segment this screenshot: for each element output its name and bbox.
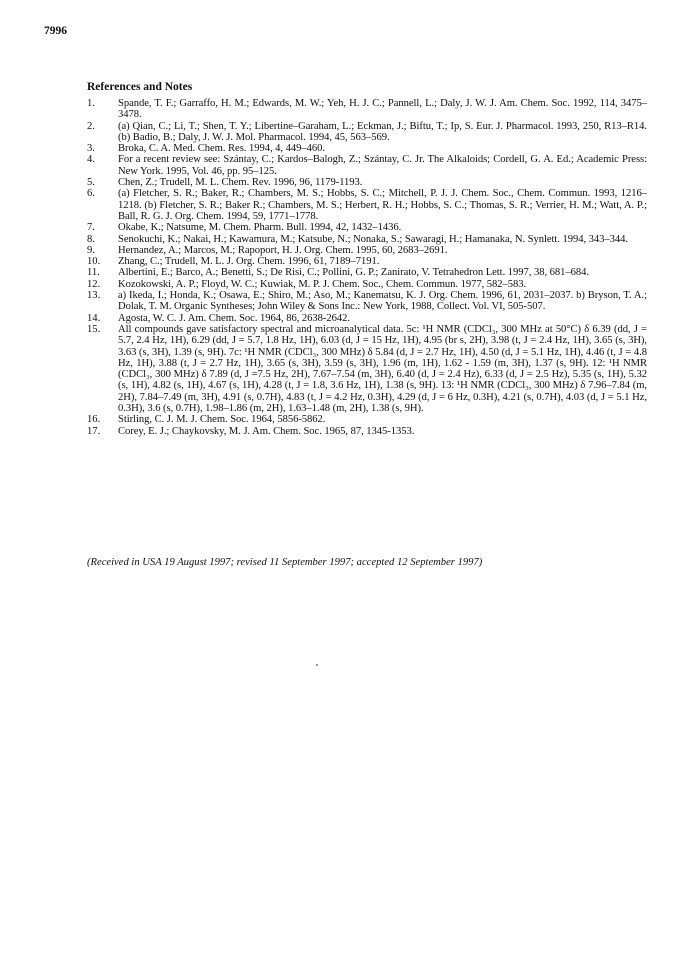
reference-text: Zhang, C.; Trudell, M. L. J. Org. Chem. 1996, 61, 7189–7191. [118,256,380,268]
reference-item [87,414,647,425]
reference-item [87,290,647,313]
reference-number: 13. [87,290,101,302]
reference-text: a) Ikeda, I.; Honda, K.; Osawa, E.; Shiro, M.; Aso, M.; Kanematsu, K. J. Org. Chem. 1996, 61, 2031–2037. b) Bryson, T. A.; Dolak, T. M. Organic Syntheses; John Wiley & Sons Inc.: New York, 1988, Collect. Vol. VI, 505-507. [118,290,647,313]
reference-text: Stirling, C. J. M. J. Chem. Soc. 1964, 5856-5862. [118,414,326,426]
reference-text: Spande, T. F.; Garraffo, H. M.; Edwards, M. W.; Yeh, H. J. C.; Pannell, L.; Daly, J. W. J. Am. Chem. Soc. 1992, 114, 3475–3478. [118,98,647,121]
reference-number: 14. [87,312,101,324]
reference-number: 1. [87,98,95,109]
reference-item [87,279,647,290]
page-number: 7996 [44,25,67,37]
reference-text: (a) Fletcher, S. R.; Baker, R.; Chambers, M. S.; Hobbs, S. C.; Mitchell, P. J. J. Chem. Soc., Chem. Commun. 1993, 1216–1218. (b) Fletcher, S. R.; Baker R.; Chambers, M. S.; Herbert, R. H.; Hobbs, S. C.; Thomas, S. R.; Verrier, H. M.; Watt, A. P.; Ball, R. G. J. Org. Chem. 1994, 59, 1771–1778. [118,188,647,222]
reference-number: 8. [87,233,95,245]
reference-number: 2. [87,120,95,132]
reference-number: 9. [87,244,95,256]
reference-item [87,245,647,256]
reference-item [87,177,647,188]
reference-number: 17. [87,425,101,437]
reference-number: 10. [87,256,101,268]
reference-item [87,234,647,245]
reference-number: 3. [87,143,95,155]
reference-item [87,188,647,222]
reference-item [87,267,647,278]
reference-number: 7. [87,222,95,234]
reference-text: Agosta, W. C. J. Am. Chem. Soc. 1964, 86, 2638-2642. [118,312,350,324]
reference-text: Chen, Z.; Trudell, M. L. Chem. Rev. 1996, 96, 1179-1193. [118,177,363,189]
received-dates-line: (Received in USA 19 August 1997; revised 11 September 1997; accepted 12 September 1997) [87,557,483,568]
reference-item [87,143,647,154]
reference-item [87,426,647,437]
reference-text: (a) Qian, C.; Li, T.; Shen, T. Y.; Libertine–Garaham, L.; Eckman, J.; Biftu, T.; Ip, S. Eur. J. Pharmacol. 1993, 250, R13–R14. (b) Badio, B.; Daly, J. W. J. Mol. Pharmacol. 1994, 45, 563–569. [118,120,647,143]
reference-item [87,154,647,177]
reference-item [87,222,647,233]
reference-number: 6. [87,188,95,200]
reference-number: 16. [87,414,101,426]
reference-number: 4. [87,154,95,166]
stray-mark [316,664,318,666]
reference-text: All compounds gave satisfactory spectral and microanalytical data. 5c: ¹H NMR (CDCl₃, 300 MHz at 50°C) δ 6.39 (dd, J = 5.7, 2.4 Hz, 1H), 6.29 (dd, J = 5.7, 1.8 Hz, 1H), 6.03 (d, J = 15 Hz, 1H), 4.95 (br s, 2H), 3.98 (t, J = 2.4 Hz, 1H), 3.65 (s, 3H), 3.63 (s, 3H), 1.39 (s, 9H). 7c: ¹H NMR (CDCl₃, 300 MHz) δ 5.84 (d, J = 2.7 Hz, 1H), 4.50 (d, J = 5.1 Hz, 1H), 4.46 (t, J = 4.8 Hz, 1H), 3.88 (t, J = 2.7 Hz, 1H), 3.65 (s, 3H), 3.59 (s, 3H), 1.96 (m, 1H), 1.62 - 1.59 (m, 3H), 1.37 (s, 9H). 12: ¹H NMR (CDCl₃, 300 MHz) δ 7.89 (d, J =7.5 Hz, 2H), 7.67–7.54 (m, 3H), 6.40 (d, J = 2.4 Hz), 6.33 (d, J = 2.5 Hz), 5.35 (s, 1H), 5.32 (s, 1H), 4.82 (s, 1H), 4.67 (s, 1H), 4.28 (t, J = 1.8, 3.6 Hz, 1H), 1.38 (s, 9H). 13: ¹H NMR (CDCl₃, 300 MHz) δ 7.96–7.84 (m, 2H), 7.84–7.49 (m, 3H), 4.91 (s, 0.7H), 4.83 (t, J = 4.2 Hz, 0.3H), 4.29 (d, J = 6 Hz, 0.3H), 4.21 (s, 0.7H), 4.03 (d, J = 5.1 Hz, 0.3H), 3.6 (s, 0.7H), 1.98–1.86 (m, 2H), 1.63–1.48 (m, 2H), 1.38 (s, 9H). [118,323,647,415]
reference-list [87,98,647,437]
reference-text: Senokuchi, K.; Nakai, H.; Kawamura, M.; Katsube, N.; Nonaka, S.; Sawaragi, H.; Hamanaka, N. Synlett. 1994, 343–344. [118,233,629,245]
references-heading: References and Notes [87,81,193,93]
reference-text: Kozokowski, A. P.; Floyd, W. C.; Kuwiak, M. P. J. Chem. Soc., Chem. Commun. 1977, 582–583. [118,278,527,290]
reference-item [87,324,647,414]
reference-number: 12. [87,278,101,290]
reference-text: Hernandez, A.; Marcos, M.; Rapoport, H. J. Org. Chem. 1995, 60, 2683–2691. [118,244,448,256]
reference-number: 11. [87,267,100,279]
reference-number: 15. [87,323,101,335]
reference-item [87,313,647,324]
reference-number: 5. [87,177,95,189]
reference-item [87,98,647,121]
reference-text: Albertini, E.; Barco, A.; Benetti, S.; De Risi, C.; Pollini, G. P.; Zanirato, V. Tetrahedron Lett. 1997, 38, 681–684. [118,267,589,279]
reference-item [87,256,647,267]
reference-item [87,121,647,144]
reference-text: For a recent review see: Szántay, C.; Kardos–Balogh, Z.; Szántay, C. Jr. The Alkaloids; Cordell, G. A. Ed.; Academic Press: New York. 1995, Vol. 46, pp. 95–125. [118,154,647,177]
reference-text: Corey, E. J.; Chaykovsky, M. J. Am. Chem. Soc. 1965, 87, 1345-1353. [118,425,415,437]
reference-text: Okabe, K.; Natsume, M. Chem. Pharm. Bull. 1994, 42, 1432–1436. [118,222,402,234]
reference-text: Broka, C. A. Med. Chem. Res. 1994, 4, 449–460. [118,143,325,155]
